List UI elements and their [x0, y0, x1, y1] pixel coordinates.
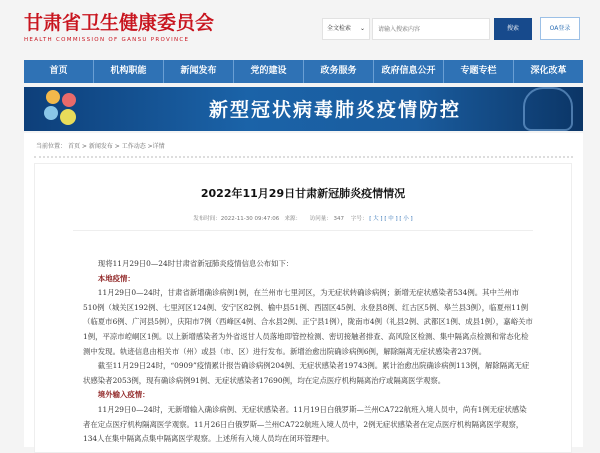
- breadcrumb: [36, 141, 165, 150]
- views-label: 访问量：: [309, 216, 332, 222]
- breadcrumb-news[interactable]: 新闻发布: [88, 143, 113, 150]
- imported-paragraph: 11月29日0—24时，无新增输入确诊病例、无症状感染者。11月19日白俄罗斯—兰州CA722航班入境人员中，尚有1例无症状感染者在定点医疗机构隔离医学观察。11月26日白俄罗斯—兰州CA722航班入境人员中，2例无症状感染者在定点医疗机构隔离医学观察，134人在集中隔离点集中隔离医学观察。上述所有入境人员均在闭环管理中。: [83, 404, 527, 444]
- covid-banner[interactable]: [24, 87, 583, 131]
- font-size-label: 字号：: [351, 216, 368, 222]
- font-size-large[interactable]: 大: [373, 216, 379, 222]
- article-card: [34, 163, 572, 453]
- breadcrumb-label: 当前位置：: [36, 143, 67, 150]
- article-title: 2022年11月29日甘肃新冠肺炎疫情情况: [200, 187, 406, 200]
- nav-reform[interactable]: 深化改革: [530, 66, 567, 76]
- breadcrumb-work[interactable]: 工作动态: [121, 143, 146, 150]
- site-logo[interactable]: [24, 12, 214, 43]
- local-paragraph: 11月29日0—24时，甘肃省新增确诊病例1例，在兰州市七里河区，为无症状转确诊病例；新增无症状感染者534例。其中兰州市510例（城关区192例、七里河区124例、安宁区82例、榆中县51例、西固区45例、永登县8例、红古区5例、皋兰县3例），临夏州11例（临夏市6例、广河县5例），庆阳市7例（西峰区4例、合水县2例、正宁县1例），陇南市4例（礼县2例、武都区1例、成县1例），嘉峪关市1例，平凉市崆峒区1例。以上新增感染者为外省返甘人员落地即管控检测、密切接触者排查、高风险区检测、集中隔离点检测和常态化检测中发现。轨迹信息由相关市（州）或县（市、区）进行发布。新增治愈出院确诊病例6例，解除隔离无症状感染者237例。: [83, 288, 533, 356]
- search-button[interactable]: 搜索: [494, 18, 532, 40]
- content-area: [24, 133, 583, 447]
- article-body: [83, 257, 533, 447]
- chevron-down-icon: ⌄: [359, 25, 365, 32]
- search-input[interactable]: [372, 18, 490, 40]
- banner-title: 新型冠状病毒肺炎疫情防控: [209, 99, 462, 121]
- font-size-medium[interactable]: 中: [388, 216, 394, 222]
- font-size-small[interactable]: 小: [403, 216, 409, 222]
- breadcrumb-sep: >: [81, 143, 87, 150]
- source-label: 来源：: [284, 216, 301, 222]
- nav-home[interactable]: 首页: [24, 60, 94, 83]
- search-scope-select[interactable]: [322, 18, 370, 40]
- lung-icon: [523, 87, 573, 131]
- divider: [34, 156, 573, 158]
- nav-news[interactable]: 新闻发布: [164, 60, 234, 83]
- article-meta: 发布时间：2022-11-30 09:47:06 来源： 访问量： 347 字号： [ 大 ] [ 中 ] [ 小 ]: [193, 216, 413, 222]
- breadcrumb-home[interactable]: 首页: [67, 143, 80, 150]
- section-heading-imported: 境外输入疫情：: [97, 390, 150, 400]
- logo-chinese: 甘肃省卫生健康委员会: [24, 12, 215, 34]
- breadcrumb-detail: >详情: [147, 143, 165, 150]
- publish-time: 2022-11-30 09:47:06: [220, 216, 280, 222]
- nav-functions[interactable]: 机构职能: [94, 60, 164, 83]
- main-nav: [24, 60, 583, 83]
- time-label: 发布时间：: [193, 216, 221, 222]
- nav-topics[interactable]: 专题专栏: [444, 60, 514, 83]
- oa-login-button[interactable]: OA登录: [540, 17, 580, 40]
- divider: [73, 230, 533, 231]
- search-scope-value: 全文检索: [327, 25, 352, 32]
- nav-party[interactable]: 党的建设: [234, 60, 304, 83]
- logo-english: HEALTH COMMISSION OF GANSU PROVINCE: [24, 37, 190, 43]
- view-count: 347: [333, 216, 344, 222]
- breadcrumb-sep: >: [114, 143, 120, 150]
- nav-info-public[interactable]: 政府信息公开: [374, 60, 444, 83]
- section-heading-local: 本地疫情：: [97, 273, 135, 283]
- intro-paragraph: 现将11月29日0—24时甘肃省新冠肺炎疫情信息公布如下：: [97, 259, 294, 268]
- nav-services[interactable]: 政务服务: [304, 60, 374, 83]
- cumulative-paragraph: 截至11月29日24时，“0909”疫情累计报告确诊病例204例、无症状感染者19743例。累计治愈出院确诊病例113例，解除隔离无症状感染者2053例，现有确诊病例91例、无症状感染者17690例，均在定点医疗机构隔离治疗或隔离医学观察。: [83, 361, 530, 385]
